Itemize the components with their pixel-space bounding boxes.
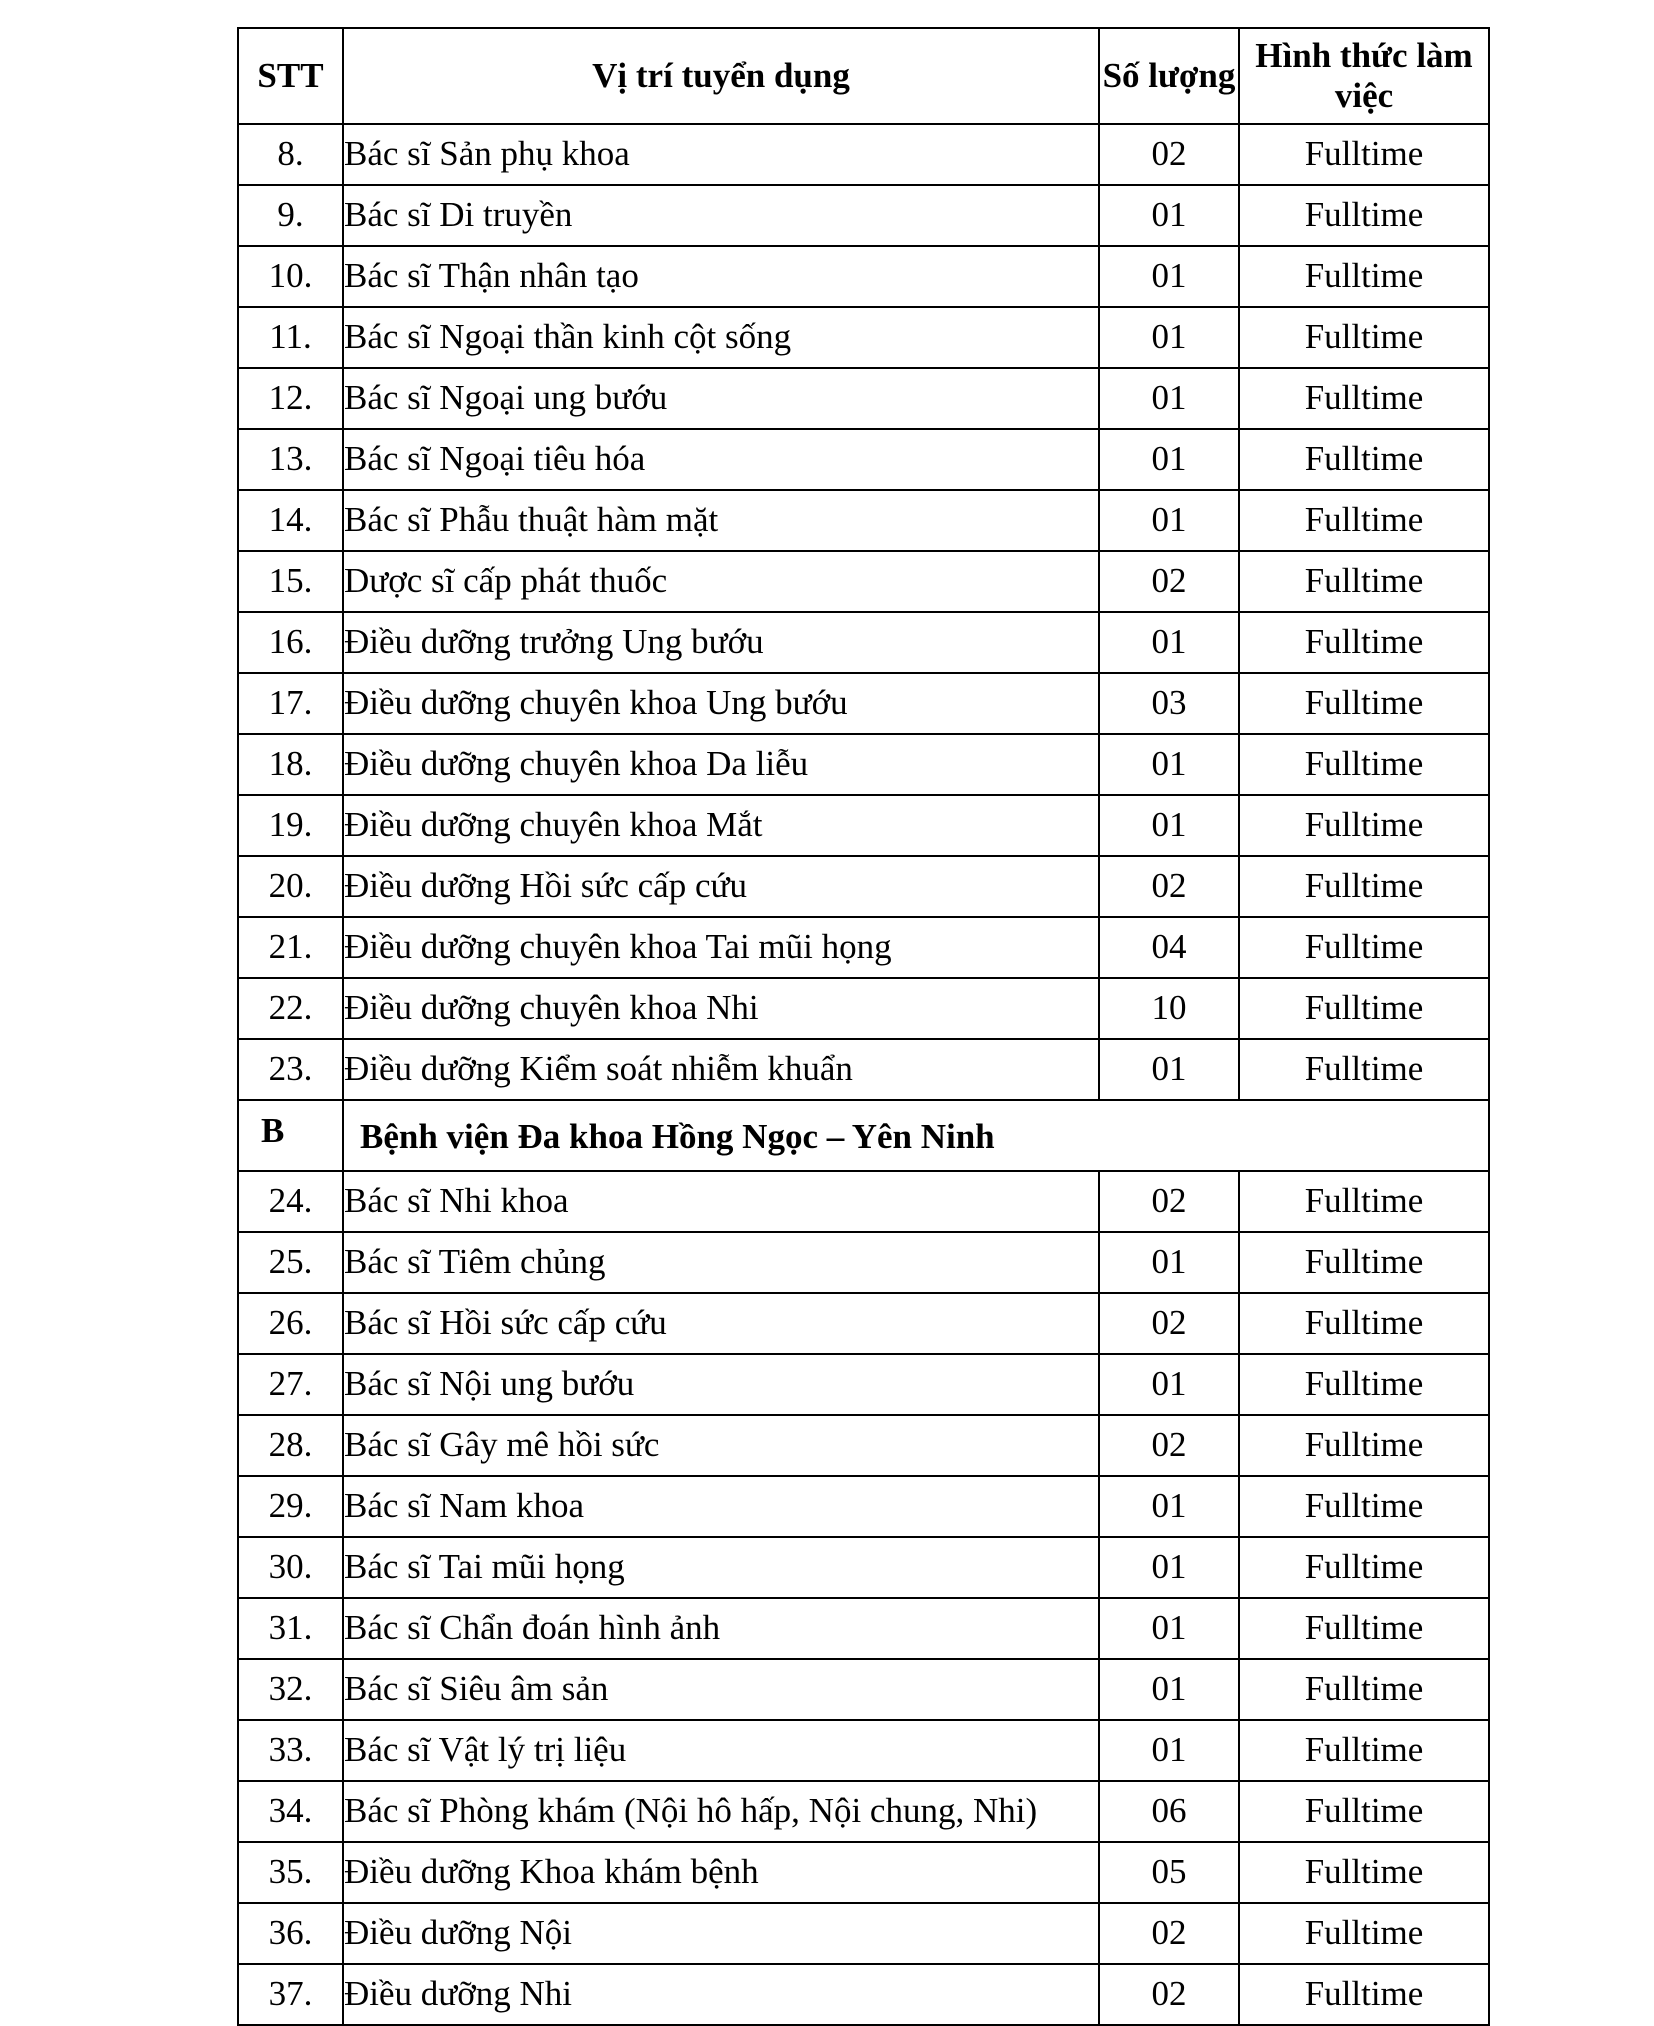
row-quantity: 01	[1099, 1598, 1239, 1659]
row-work-form: Fulltime	[1239, 1903, 1489, 1964]
row-stt: 9.	[238, 185, 343, 246]
table-row	[238, 734, 1489, 795]
row-quantity: 02	[1099, 1415, 1239, 1476]
row-work-form: Fulltime	[1239, 490, 1489, 551]
table-row	[238, 490, 1489, 551]
row-quantity: 02	[1099, 1171, 1239, 1232]
table-row	[238, 1781, 1489, 1842]
row-position: Bác sĩ Di truyền	[343, 185, 1099, 246]
table-header-row	[238, 28, 1489, 124]
row-position: Bác sĩ Nhi khoa	[343, 1171, 1099, 1232]
row-position: Điều dưỡng Nhi	[343, 1964, 1099, 2025]
row-work-form: Fulltime	[1239, 551, 1489, 612]
table-row	[238, 673, 1489, 734]
row-stt: 19.	[238, 795, 343, 856]
header-stt: STT	[238, 28, 343, 124]
header-position: Vị trí tuyển dụng	[343, 28, 1099, 124]
row-quantity: 02	[1099, 551, 1239, 612]
row-work-form: Fulltime	[1239, 1659, 1489, 1720]
row-stt: 22.	[238, 978, 343, 1039]
table-row	[238, 1476, 1489, 1537]
row-position: Bác sĩ Chẩn đoán hình ảnh	[343, 1598, 1099, 1659]
row-stt: 36.	[238, 1903, 343, 1964]
row-work-form: Fulltime	[1239, 1842, 1489, 1903]
table-row	[238, 795, 1489, 856]
row-position: Bác sĩ Ngoại tiêu hóa	[343, 429, 1099, 490]
row-stt: 27.	[238, 1354, 343, 1415]
row-quantity: 01	[1099, 307, 1239, 368]
row-work-form: Fulltime	[1239, 185, 1489, 246]
table-body-section-a	[238, 124, 1489, 1100]
row-quantity: 01	[1099, 1476, 1239, 1537]
row-quantity: 01	[1099, 795, 1239, 856]
row-work-form: Fulltime	[1239, 1039, 1489, 1100]
row-work-form: Fulltime	[1239, 1415, 1489, 1476]
row-stt: 26.	[238, 1293, 343, 1354]
row-work-form: Fulltime	[1239, 429, 1489, 490]
row-quantity: 02	[1099, 1964, 1239, 2025]
section-row	[238, 1100, 1489, 1171]
row-work-form: Fulltime	[1239, 1354, 1489, 1415]
row-position: Điều dưỡng chuyên khoa Ung bướu	[343, 673, 1099, 734]
row-quantity: 01	[1099, 246, 1239, 307]
table-row	[238, 551, 1489, 612]
row-stt: 14.	[238, 490, 343, 551]
row-work-form: Fulltime	[1239, 246, 1489, 307]
row-position: Điều dưỡng Nội	[343, 1903, 1099, 1964]
row-stt: 11.	[238, 307, 343, 368]
row-position: Bác sĩ Siêu âm sản	[343, 1659, 1099, 1720]
row-quantity: 04	[1099, 917, 1239, 978]
row-quantity: 02	[1099, 124, 1239, 185]
row-quantity: 01	[1099, 734, 1239, 795]
row-work-form: Fulltime	[1239, 1598, 1489, 1659]
row-stt: 35.	[238, 1842, 343, 1903]
row-work-form: Fulltime	[1239, 1293, 1489, 1354]
row-work-form: Fulltime	[1239, 1964, 1489, 2025]
row-quantity: 01	[1099, 185, 1239, 246]
row-stt: 34.	[238, 1781, 343, 1842]
row-position: Điều dưỡng chuyên khoa Da liễu	[343, 734, 1099, 795]
row-quantity: 01	[1099, 1659, 1239, 1720]
table-row	[238, 1964, 1489, 2025]
row-stt: 12.	[238, 368, 343, 429]
table-row	[238, 1415, 1489, 1476]
table-row	[238, 612, 1489, 673]
row-quantity: 01	[1099, 490, 1239, 551]
row-position: Bác sĩ Phẫu thuật hàm mặt	[343, 490, 1099, 551]
row-position: Bác sĩ Hồi sức cấp cứu	[343, 1293, 1099, 1354]
row-work-form: Fulltime	[1239, 612, 1489, 673]
row-stt: 37.	[238, 1964, 343, 2025]
row-quantity: 01	[1099, 1039, 1239, 1100]
row-stt: 28.	[238, 1415, 343, 1476]
table-row	[238, 429, 1489, 490]
row-work-form: Fulltime	[1239, 1171, 1489, 1232]
row-position: Điều dưỡng Hồi sức cấp cứu	[343, 856, 1099, 917]
row-stt: 20.	[238, 856, 343, 917]
row-position: Điều dưỡng trưởng Ung bướu	[343, 612, 1099, 673]
row-stt: 31.	[238, 1598, 343, 1659]
table-row	[238, 856, 1489, 917]
row-work-form: Fulltime	[1239, 795, 1489, 856]
row-work-form: Fulltime	[1239, 307, 1489, 368]
row-quantity: 02	[1099, 1293, 1239, 1354]
row-quantity: 01	[1099, 429, 1239, 490]
row-quantity: 05	[1099, 1842, 1239, 1903]
row-work-form: Fulltime	[1239, 1232, 1489, 1293]
table-row	[238, 1842, 1489, 1903]
row-work-form: Fulltime	[1239, 917, 1489, 978]
section-code: B	[238, 1100, 343, 1171]
row-work-form: Fulltime	[1239, 1476, 1489, 1537]
row-work-form: Fulltime	[1239, 124, 1489, 185]
row-position: Điều dưỡng Kiểm soát nhiễm khuẩn	[343, 1039, 1099, 1100]
table-row	[238, 185, 1489, 246]
table-row	[238, 1598, 1489, 1659]
row-position: Bác sĩ Tiêm chủng	[343, 1232, 1099, 1293]
section-title: Bệnh viện Đa khoa Hồng Ngọc – Yên Ninh	[343, 1100, 1489, 1171]
table-row	[238, 1720, 1489, 1781]
row-position: Dược sĩ cấp phát thuốc	[343, 551, 1099, 612]
table-row	[238, 368, 1489, 429]
row-position: Bác sĩ Ngoại thần kinh cột sống	[343, 307, 1099, 368]
row-quantity: 01	[1099, 1232, 1239, 1293]
row-quantity: 01	[1099, 612, 1239, 673]
recruitment-table	[237, 27, 1490, 2026]
row-stt: 24.	[238, 1171, 343, 1232]
row-position: Điều dưỡng chuyên khoa Tai mũi họng	[343, 917, 1099, 978]
row-stt: 25.	[238, 1232, 343, 1293]
row-work-form: Fulltime	[1239, 1781, 1489, 1842]
header-quantity: Số lượng	[1099, 28, 1239, 124]
row-stt: 29.	[238, 1476, 343, 1537]
row-quantity: 10	[1099, 978, 1239, 1039]
row-stt: 16.	[238, 612, 343, 673]
table-row	[238, 1659, 1489, 1720]
row-position: Bác sĩ Ngoại ung bướu	[343, 368, 1099, 429]
row-position: Bác sĩ Sản phụ khoa	[343, 124, 1099, 185]
row-stt: 33.	[238, 1720, 343, 1781]
row-stt: 15.	[238, 551, 343, 612]
row-position: Điều dưỡng Khoa khám bệnh	[343, 1842, 1099, 1903]
row-quantity: 01	[1099, 368, 1239, 429]
table-row	[238, 1903, 1489, 1964]
row-position: Bác sĩ Gây mê hồi sức	[343, 1415, 1099, 1476]
row-quantity: 02	[1099, 1903, 1239, 1964]
row-quantity: 01	[1099, 1720, 1239, 1781]
row-stt: 13.	[238, 429, 343, 490]
row-position: Bác sĩ Nam khoa	[343, 1476, 1099, 1537]
row-work-form: Fulltime	[1239, 856, 1489, 917]
row-stt: 18.	[238, 734, 343, 795]
row-position: Điều dưỡng chuyên khoa Mắt	[343, 795, 1099, 856]
row-stt: 8.	[238, 124, 343, 185]
row-work-form: Fulltime	[1239, 673, 1489, 734]
table-row	[238, 1354, 1489, 1415]
table-row	[238, 1171, 1489, 1232]
row-quantity: 03	[1099, 673, 1239, 734]
table-row	[238, 1293, 1489, 1354]
row-position: Bác sĩ Tai mũi họng	[343, 1537, 1099, 1598]
table-row	[238, 978, 1489, 1039]
row-stt: 30.	[238, 1537, 343, 1598]
table-row	[238, 307, 1489, 368]
row-quantity: 02	[1099, 856, 1239, 917]
row-quantity: 06	[1099, 1781, 1239, 1842]
table-row	[238, 1232, 1489, 1293]
table-row	[238, 917, 1489, 978]
table-row	[238, 246, 1489, 307]
row-work-form: Fulltime	[1239, 734, 1489, 795]
row-position: Bác sĩ Thận nhân tạo	[343, 246, 1099, 307]
table-row	[238, 124, 1489, 185]
table-row	[238, 1039, 1489, 1100]
header-work-form: Hình thức làm việc	[1239, 28, 1489, 124]
table-body-section-b	[238, 1171, 1489, 2025]
table-body-section-b-heading	[238, 1100, 1489, 1171]
table-row	[238, 1537, 1489, 1598]
row-stt: 32.	[238, 1659, 343, 1720]
row-position: Bác sĩ Nội ung bướu	[343, 1354, 1099, 1415]
row-stt: 17.	[238, 673, 343, 734]
row-work-form: Fulltime	[1239, 1720, 1489, 1781]
row-stt: 10.	[238, 246, 343, 307]
row-stt: 23.	[238, 1039, 343, 1100]
row-position: Bác sĩ Phòng khám (Nội hô hấp, Nội chung, Nhi)	[343, 1781, 1099, 1842]
row-position: Điều dưỡng chuyên khoa Nhi	[343, 978, 1099, 1039]
row-position: Bác sĩ Vật lý trị liệu	[343, 1720, 1099, 1781]
row-work-form: Fulltime	[1239, 368, 1489, 429]
row-quantity: 01	[1099, 1354, 1239, 1415]
row-stt: 21.	[238, 917, 343, 978]
row-work-form: Fulltime	[1239, 1537, 1489, 1598]
row-work-form: Fulltime	[1239, 978, 1489, 1039]
row-quantity: 01	[1099, 1537, 1239, 1598]
